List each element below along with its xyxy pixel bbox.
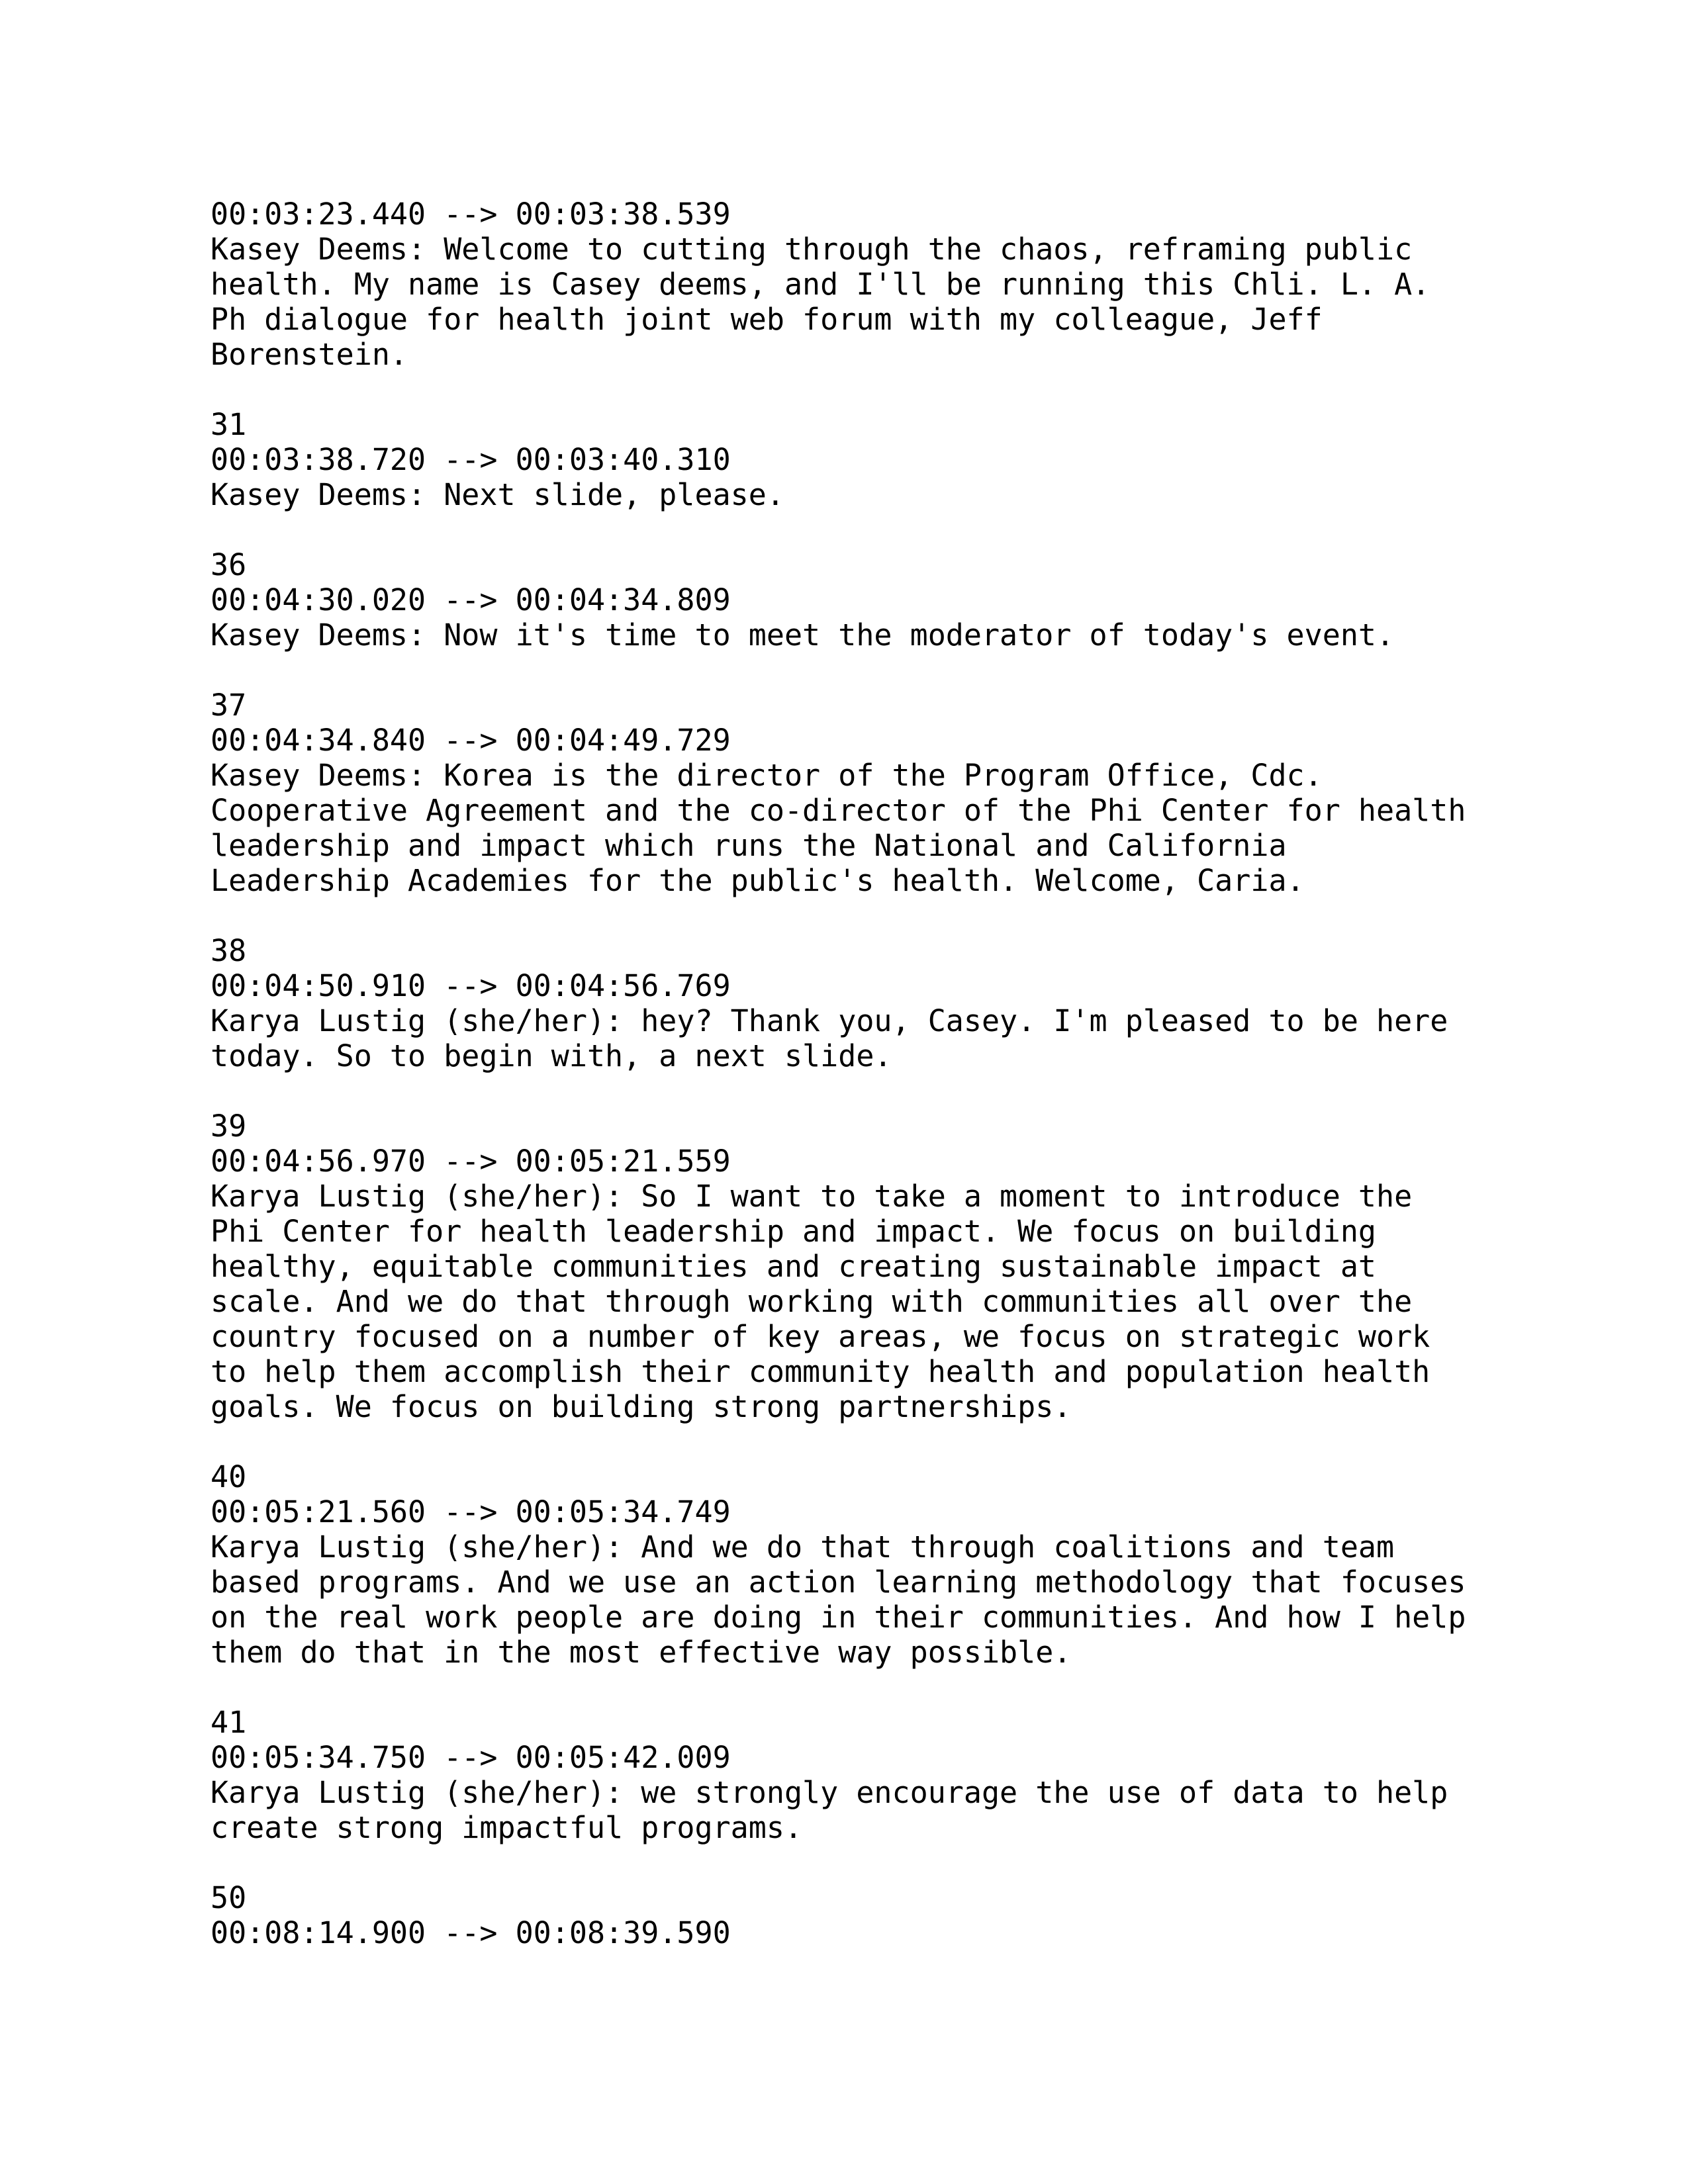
cue-number: 40 [211,1459,247,1494]
cue-number: 36 [211,547,247,582]
cue-block [211,1459,1501,1670]
cue-text-line: Leadership Academies for the public's health. Welcome, Caria. [211,863,1305,898]
cue-text-line: Cooperative Agreement and the co-director of the Phi Center for health [211,793,1466,828]
cue-block [211,688,1501,898]
cue-text-line: Karya Lustig (she/her): And we do that through coalitions and team [211,1529,1395,1565]
cue-timestamp: 00:05:21.560 --> 00:05:34.749 [211,1494,731,1529]
cue-number: 50 [211,1880,247,1915]
cue-text-line: to help them accomplish their community health and population health [211,1354,1430,1389]
cue-text-line: goals. We focus on building strong partnerships. [211,1389,1072,1424]
cue-text-line: them do that in the most effective way possible. [211,1635,1072,1670]
cue-text-line: Karya Lustig (she/her): we strongly encourage the use of data to help [211,1775,1448,1810]
cue-block [211,407,1501,512]
cue-text-line: today. So to begin with, a next slide. [211,1038,892,1073]
cue-block [211,1880,1501,1950]
cue-text-line: health. My name is Casey deems, and I'll be running this Chli. L. A. [211,267,1430,302]
cue-timestamp: 00:04:34.840 --> 00:04:49.729 [211,723,731,758]
cue-timestamp: 00:05:34.750 --> 00:05:42.009 [211,1740,731,1775]
transcript [211,197,1501,1950]
cue-block [211,933,1501,1073]
cue-text-line: scale. And we do that through working with communities all over the [211,1284,1413,1319]
cue-timestamp: 00:04:50.910 --> 00:04:56.769 [211,968,731,1003]
cue-number: 38 [211,933,247,968]
cue-text-line: Kasey Deems: Now it's time to meet the moderator of today's event. [211,617,1395,653]
cue-text-line: Ph dialogue for health joint web forum with my colleague, Jeff [211,302,1323,337]
cue-text-line: leadership and impact which runs the National and California [211,828,1287,863]
cue-text-line: create strong impactful programs. [211,1810,803,1845]
cue-text-line: Karya Lustig (she/her): So I want to take a moment to introduce the [211,1179,1413,1214]
cue-number: 41 [211,1705,247,1740]
cue-timestamp: 00:04:56.970 --> 00:05:21.559 [211,1144,731,1179]
cue-block [211,197,1501,372]
cue-number: 31 [211,407,247,442]
cue-text-line: Phi Center for health leadership and impact. We focus on building [211,1214,1376,1249]
cue-text-line: Kasey Deems: Welcome to cutting through the chaos, reframing public [211,232,1413,267]
cue-timestamp: 00:04:30.020 --> 00:04:34.809 [211,582,731,617]
cue-text-line: based programs. And we use an action learning methodology that focuses [211,1565,1466,1600]
cue-number: 37 [211,688,247,723]
cue-timestamp: 00:03:23.440 --> 00:03:38.539 [211,197,731,232]
cue-text-line: Kasey Deems: Next slide, please. [211,477,784,512]
cue-block [211,1109,1501,1424]
cue-number: 39 [211,1109,247,1144]
cue-text-line: Kasey Deems: Korea is the director of the Program Office, Cdc. [211,758,1323,793]
cue-text-line: on the real work people are doing in their communities. And how I help [211,1600,1466,1635]
cue-text-line: healthy, equitable communities and creating sustainable impact at [211,1249,1376,1284]
cue-text-line: Borenstein. [211,337,408,372]
cue-timestamp: 00:08:14.900 --> 00:08:39.590 [211,1915,731,1950]
cue-block [211,547,1501,653]
cue-block [211,1705,1501,1845]
cue-timestamp: 00:03:38.720 --> 00:03:40.310 [211,442,731,477]
cue-text-line: Karya Lustig (she/her): hey? Thank you, Casey. I'm pleased to be here [211,1003,1448,1038]
cue-text-line: country focused on a number of key areas, we focus on strategic work [211,1319,1430,1354]
